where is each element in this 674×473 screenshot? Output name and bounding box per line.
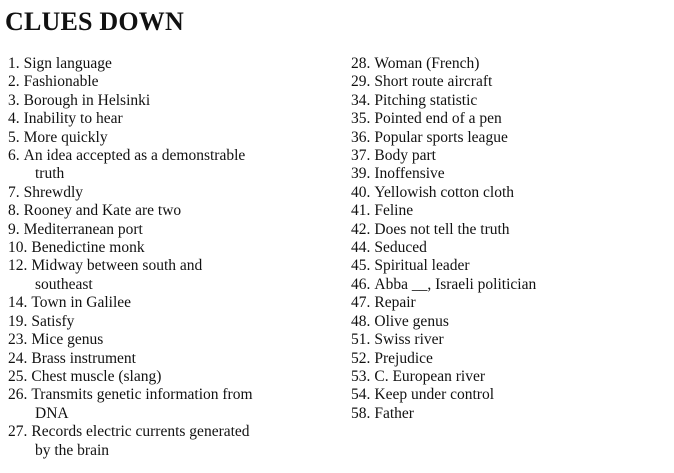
clue-text: Shrewdly xyxy=(23,183,84,201)
clue-number: 58. xyxy=(351,404,371,422)
clue-number: 4. xyxy=(8,110,20,128)
clue-text: Inability to hear xyxy=(23,110,123,128)
clue-number: 35. xyxy=(351,110,371,128)
clue-item xyxy=(351,350,669,368)
clue-item xyxy=(351,110,669,128)
clue-item xyxy=(351,239,669,257)
clue-item xyxy=(8,294,343,312)
clue-item xyxy=(8,386,343,423)
clue-number: 42. xyxy=(351,220,371,238)
clue-row xyxy=(351,92,669,110)
clue-text: Swiss river xyxy=(374,331,444,349)
clue-row xyxy=(8,221,343,239)
clue-item xyxy=(351,55,669,73)
clue-text: Inoffensive xyxy=(374,165,445,183)
clue-text: Mice genus xyxy=(31,331,104,349)
clue-text: Spiritual leader xyxy=(374,257,470,275)
clue-number: 28. xyxy=(351,55,371,72)
clue-text: Feline xyxy=(374,202,414,220)
clue-item xyxy=(8,350,343,368)
clue-item xyxy=(8,257,343,294)
clue-item xyxy=(8,331,343,349)
clue-number: 34. xyxy=(351,91,371,109)
clue-number: 45. xyxy=(351,257,371,275)
clue-text: C. European river xyxy=(374,367,485,385)
clue-item xyxy=(351,368,669,386)
clue-text: Yellowish cotton cloth xyxy=(374,183,515,201)
clue-item xyxy=(8,313,343,331)
clue-row xyxy=(8,294,343,312)
clue-text: Midway between south and xyxy=(31,257,203,275)
clue-text: Fashionable xyxy=(23,73,99,91)
clue-row xyxy=(8,423,343,441)
clue-row xyxy=(351,331,669,349)
clue-item xyxy=(351,92,669,110)
clue-item xyxy=(351,331,669,349)
clue-row xyxy=(8,202,343,220)
clue-row xyxy=(8,350,343,368)
clue-item xyxy=(8,368,343,386)
clue-row xyxy=(8,73,343,91)
clue-item xyxy=(8,423,343,460)
clue-row xyxy=(351,276,669,294)
clue-text: Does not tell the truth xyxy=(374,220,510,238)
clue-text: Town in Galilee xyxy=(31,294,132,312)
clue-row xyxy=(351,129,669,147)
clue-text: Brass instrument xyxy=(31,349,136,367)
clue-text-continuation: southeast xyxy=(35,275,93,293)
clue-item xyxy=(8,73,343,91)
clue-number: 6. xyxy=(8,147,20,165)
clue-item xyxy=(351,313,669,331)
clue-row xyxy=(8,55,343,73)
clue-text-continuation: truth xyxy=(35,165,65,183)
clue-text: Short route aircraft xyxy=(374,73,493,91)
clue-text: Keep under control xyxy=(374,386,495,404)
clue-text: Benedictine monk xyxy=(31,239,145,257)
clue-text: Sign language xyxy=(23,55,112,72)
clue-number: 24. xyxy=(8,349,28,367)
clue-number: 46. xyxy=(351,275,371,293)
clue-row xyxy=(8,184,343,202)
clue-item xyxy=(351,165,669,183)
clue-item xyxy=(8,239,343,257)
clue-item xyxy=(351,221,669,239)
clue-item xyxy=(8,202,343,220)
clue-text: Transmits genetic information from xyxy=(31,386,253,404)
clue-number: 41. xyxy=(351,202,371,220)
clue-number: 10. xyxy=(8,239,28,257)
clue-text: Repair xyxy=(374,294,416,312)
clue-text: Satisfy xyxy=(31,312,75,330)
clue-item xyxy=(8,129,343,147)
clue-item xyxy=(351,73,669,91)
clue-row xyxy=(351,184,669,202)
clue-text: Mediterranean port xyxy=(23,220,143,238)
clue-text: Pitching statistic xyxy=(374,91,478,109)
clue-number: 39. xyxy=(351,165,371,183)
clue-text: Seduced xyxy=(374,239,427,257)
clue-item xyxy=(351,405,669,423)
clue-row xyxy=(8,129,343,147)
clue-row xyxy=(351,55,669,73)
clue-item xyxy=(351,386,669,404)
clue-row xyxy=(8,368,343,386)
clue-text: Pointed end of a pen xyxy=(374,110,502,128)
clue-text-continuation: DNA xyxy=(35,404,69,422)
clue-number: 37. xyxy=(351,147,371,165)
clue-text: Father xyxy=(374,404,414,422)
clue-row xyxy=(351,405,669,423)
clue-number: 44. xyxy=(351,239,371,257)
clue-number: 26. xyxy=(8,386,28,404)
clue-number: 7. xyxy=(8,183,20,201)
page-title: CLUES DOWN xyxy=(5,7,184,36)
clue-row xyxy=(351,202,669,220)
clue-number: 2. xyxy=(8,73,20,91)
clue-row xyxy=(8,239,343,257)
clue-item xyxy=(351,276,669,294)
clue-item xyxy=(8,55,343,73)
clue-row xyxy=(8,110,343,128)
clue-row xyxy=(8,257,343,275)
clue-item xyxy=(8,110,343,128)
clue-text-continuation: by the brain xyxy=(35,441,110,459)
clue-number: 27. xyxy=(8,423,28,441)
clue-number: 23. xyxy=(8,331,28,349)
clue-number: 36. xyxy=(351,128,371,146)
clue-item xyxy=(8,184,343,202)
clue-item xyxy=(351,129,669,147)
clue-row xyxy=(351,73,669,91)
clue-row xyxy=(8,147,343,165)
clue-text: Chest muscle (slang) xyxy=(31,367,162,385)
clue-number: 52. xyxy=(351,349,371,367)
clue-number: 14. xyxy=(8,294,28,312)
clue-text: Olive genus xyxy=(374,312,449,330)
clue-row xyxy=(8,386,343,404)
clue-text: Abba __, Israeli politician xyxy=(374,275,537,293)
clue-text: Woman (French) xyxy=(374,55,480,72)
clue-number: 48. xyxy=(351,312,371,330)
clue-row xyxy=(8,331,343,349)
clue-row xyxy=(351,147,669,165)
clue-text: Body part xyxy=(374,147,436,165)
clues-right-column xyxy=(351,55,669,423)
clue-row xyxy=(351,221,669,239)
clue-number: 9. xyxy=(8,220,20,238)
clue-number: 1. xyxy=(8,55,20,72)
clue-item xyxy=(351,257,669,275)
clue-item xyxy=(351,294,669,312)
clue-row xyxy=(351,368,669,386)
clue-text: Rooney and Kate are two xyxy=(23,202,182,220)
clues-left-column xyxy=(8,55,343,460)
clue-row xyxy=(351,257,669,275)
clue-number: 12. xyxy=(8,257,28,275)
clue-item xyxy=(8,147,343,184)
clue-text: Prejudice xyxy=(374,349,433,367)
clue-number: 54. xyxy=(351,386,371,404)
clue-number: 5. xyxy=(8,128,20,146)
clue-text: Popular sports league xyxy=(374,128,508,146)
clue-item xyxy=(8,92,343,110)
clue-number: 19. xyxy=(8,312,28,330)
clue-number: 25. xyxy=(8,367,28,385)
clue-text: An idea accepted as a demonstrable xyxy=(23,147,246,165)
clue-item xyxy=(8,221,343,239)
clue-item xyxy=(351,147,669,165)
clue-row xyxy=(351,313,669,331)
clue-text: Records electric currents generated xyxy=(31,423,250,441)
clue-row xyxy=(351,239,669,257)
clue-row xyxy=(351,110,669,128)
clue-number: 53. xyxy=(351,367,371,385)
clue-item xyxy=(351,202,669,220)
clue-text: More quickly xyxy=(23,128,108,146)
clue-row xyxy=(351,294,669,312)
clue-number: 3. xyxy=(8,91,20,109)
clue-row xyxy=(8,313,343,331)
clue-row xyxy=(351,165,669,183)
clue-number: 47. xyxy=(351,294,371,312)
clue-number: 8. xyxy=(8,202,20,220)
clue-item xyxy=(351,184,669,202)
clue-number: 51. xyxy=(351,331,371,349)
clue-number: 29. xyxy=(351,73,371,91)
clue-row xyxy=(8,92,343,110)
clue-row xyxy=(351,350,669,368)
clue-text: Borough in Helsinki xyxy=(23,91,151,109)
clue-row xyxy=(351,386,669,404)
clue-number: 40. xyxy=(351,183,371,201)
